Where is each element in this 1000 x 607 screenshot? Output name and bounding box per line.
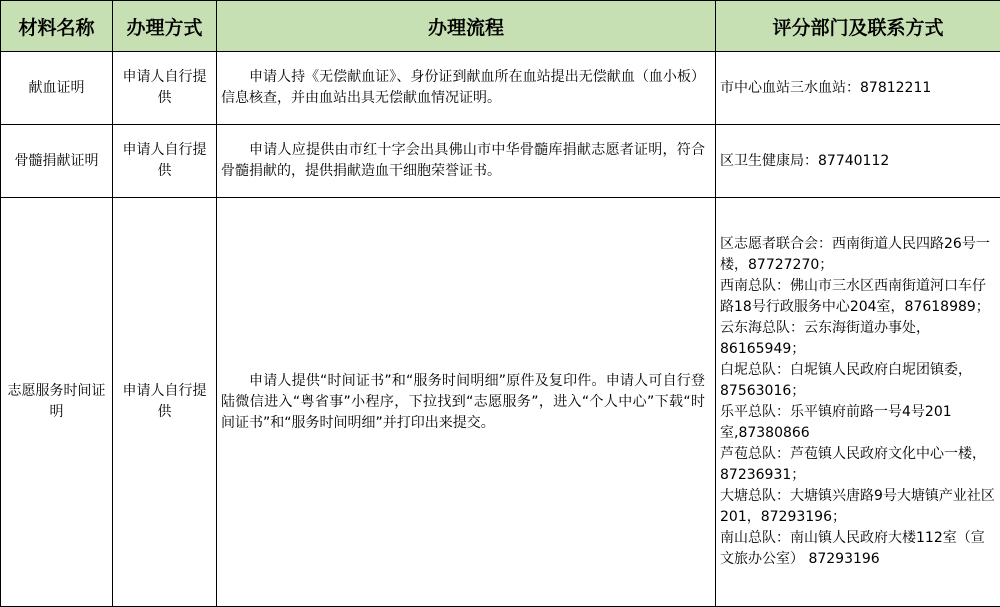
contact-line: 乐平总队：乐平镇府前路一号4号201室,87380866: [720, 404, 952, 441]
process-cell: [217, 52, 716, 125]
contact-line: 西南总队：佛山市三水区西南街道河口车仔路18号行政服务中心204室，87618989；: [720, 278, 990, 315]
header-process: 办理流程: [217, 1, 716, 52]
header-material-name: 材料名称: [1, 1, 113, 52]
method-cell: 申请人自行提供: [113, 198, 217, 607]
material-name-cell: 志愿服务时间证明: [1, 198, 113, 607]
header-method: 办理方式: [113, 1, 217, 52]
contact-line: 区志愿者联合会：西南街道人民四路26号一楼，87727270；: [720, 236, 990, 273]
contact-line: 云东海总队：云东海街道办事处，86165949；: [720, 320, 930, 357]
method-cell: 申请人自行提供: [113, 52, 217, 125]
material-name-cell: 献血证明: [1, 52, 113, 125]
table-row: [1, 52, 1000, 125]
contact-line: 白坭总队：白坭镇人民政府白坭团镇委，87563016；: [720, 362, 972, 399]
contact-line: 南山总队：南山镇人民政府大楼112室（宣文旅办公室） 87293196: [720, 530, 985, 567]
header-department-contact: 评分部门及联系方式: [716, 1, 1000, 52]
process-text: 申请人持《无偿献血证》、身份证到献血所在血站提出无偿献血（血小板）信息核查，并由血站出具无偿献血情况证明。: [221, 69, 705, 106]
contact-line: 大塘总队：大塘镇兴唐路9号大塘镇产业社区201，87293196；: [720, 488, 995, 525]
process-cell: [217, 198, 716, 607]
contact-line: 市中心血站三水血站：87812211: [720, 79, 932, 96]
contact-cell: [716, 125, 1000, 198]
contact-line: 芦苞总队：芦苞镇人民政府文化中心一楼，87236931；: [720, 446, 986, 483]
contact-cell: [716, 52, 1000, 125]
contact-line: 区卫生健康局：87740112: [720, 152, 890, 169]
process-text: 申请人应提供由市红十字会出具佛山市中华骨髓库捐献志愿者证明，符合骨髓捐献的，提供捐献造血干细胞荣誉证书。: [221, 142, 705, 179]
material-name-cell: 骨髓捐献证明: [1, 125, 113, 198]
table-row: [1, 125, 1000, 198]
contact-cell: [716, 198, 1000, 607]
process-text: 申请人提供“时间证书”和“服务时间明细”原件及复印件。申请人可自行登陆微信进入“粤省事”小程序，下拉找到“志愿服务”，进入“个人中心”下载“时间证书”和“服务时间明细”并打印出来提交。: [221, 372, 705, 431]
method-cell: 申请人自行提供: [113, 125, 217, 198]
table-row: [1, 198, 1000, 607]
process-cell: [217, 125, 716, 198]
header-row: [1, 1, 1000, 52]
